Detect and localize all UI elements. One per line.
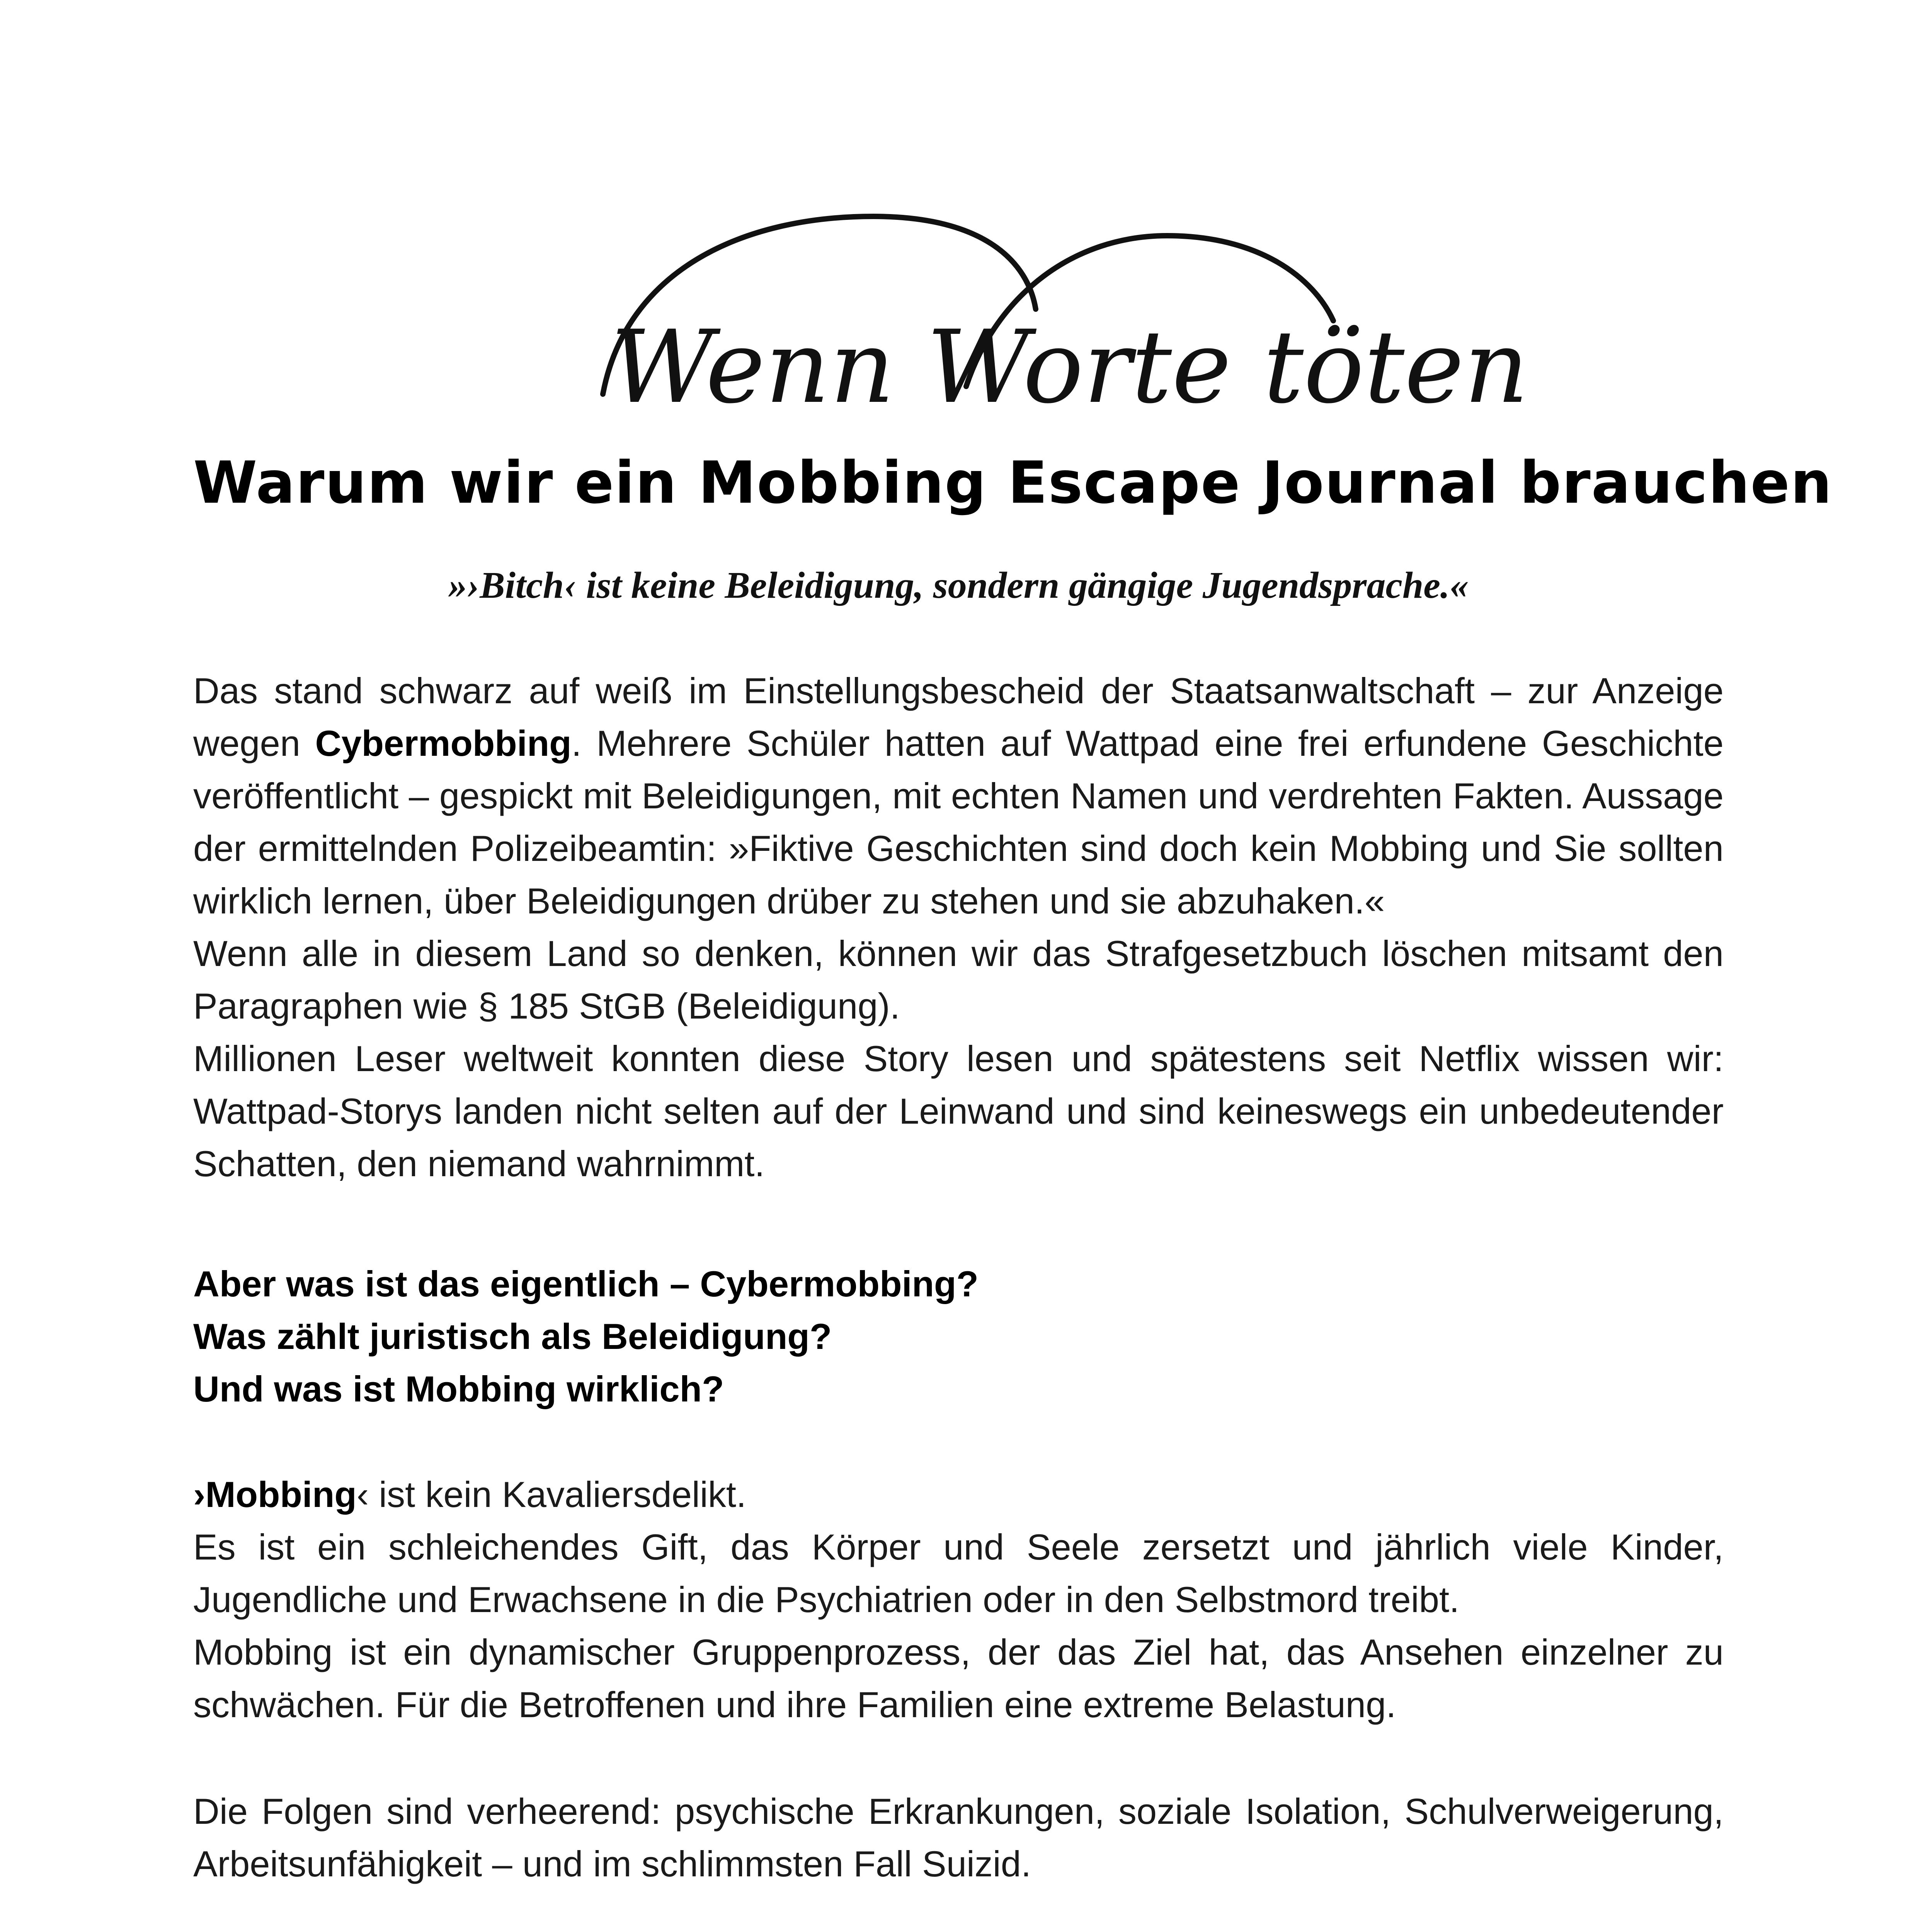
mobbing-open-mark: ›	[193, 1474, 206, 1515]
question-2	[193, 1310, 1724, 1363]
intro-bold-cybermobbing: Cybermobbing	[315, 723, 572, 764]
mobbing-definition	[193, 1468, 1724, 1521]
script-title	[580, 193, 1529, 433]
mobbing-rest: ‹ ist kein Kavaliersdelikt.	[356, 1474, 747, 1515]
question-3	[193, 1363, 1724, 1415]
mobbing-bold-term: Mobbing	[205, 1474, 357, 1515]
intro-paragraph	[193, 665, 1724, 927]
paragraph-strafgesetzbuch: Wenn alle in diesem Land so denken, können wir das Strafgesetzbuch löschen mitsamt den Paragraphen wie § 185 StGB (Beleidigung).	[193, 933, 1724, 1026]
section-intro	[193, 665, 1724, 1190]
question-3-text: Und was ist Mobbing wirklich?	[193, 1369, 724, 1409]
intro-text-a: Das stand schwarz auf weiß im Einstellungsbescheid der Staatsanwaltschaft – zur Anzeige wegen	[193, 670, 1724, 764]
intro-text-b: . Mehrere Schüler hatten auf Wattpad eine frei erfundene Geschichte veröffentlicht – gespickt mit Beleidigungen, mit echten Namen und verdrehten Fakten. Aussage der ermittelnden Polizeibeamtin: »Fiktive Geschichten sind doch kein Mobbing und Sie sollten wirklich lernen, über Beleidigungen drüber zu stehen und sie abzuhaken.«	[193, 723, 1724, 921]
question-1	[193, 1258, 1724, 1310]
script-title-text: Wenn Worte töten	[611, 309, 1529, 426]
section-folgen	[193, 1785, 1724, 1890]
paragraph-gift: Es ist ein schleichendes Gift, das Körper und Seele zersetzt und jährlich viele Kinder, Jugendliche und Erwachsene in die Psychiatrien oder in den Selbstmord treibt.	[193, 1527, 1724, 1620]
section-mobbing	[193, 1468, 1724, 1731]
page-headline: Warum wir ein Mobbing Escape Journal brauchen	[193, 449, 1833, 517]
paragraph-folgen: Die Folgen sind verheerend: psychische Erkrankungen, soziale Isolation, Schulverweigerung, Arbeitsunfähigkeit – und im schlimmsten Fall Suizid.	[193, 1791, 1724, 1884]
question-block	[193, 1258, 1724, 1415]
paragraph-netflix: Millionen Leser weltweit konnten diese Story lesen und spätestens seit Netflix wissen wir: Wattpad-Storys landen nicht selten auf der Leinwand und sind keineswegs ein unbedeutender Schatten, den niemand wahrnimmt.	[193, 1038, 1724, 1184]
paragraph-gruppenprozess: Mobbing ist ein dynamischer Gruppenprozess, der das Ziel hat, das Ansehen einzelner zu schwächen. Für die Betroffenen und ihre Familien eine extreme Belastung.	[193, 1632, 1724, 1725]
question-2-text: Was zählt juristisch als Beleidigung?	[193, 1316, 832, 1357]
lead-quote: »›Bitch‹ ist keine Beleidigung, sondern gängige Jugendsprache.«	[448, 565, 1469, 606]
question-1-text: Aber was ist das eigentlich – Cybermobbing?	[193, 1264, 979, 1304]
script-title-art	[580, 193, 1529, 433]
